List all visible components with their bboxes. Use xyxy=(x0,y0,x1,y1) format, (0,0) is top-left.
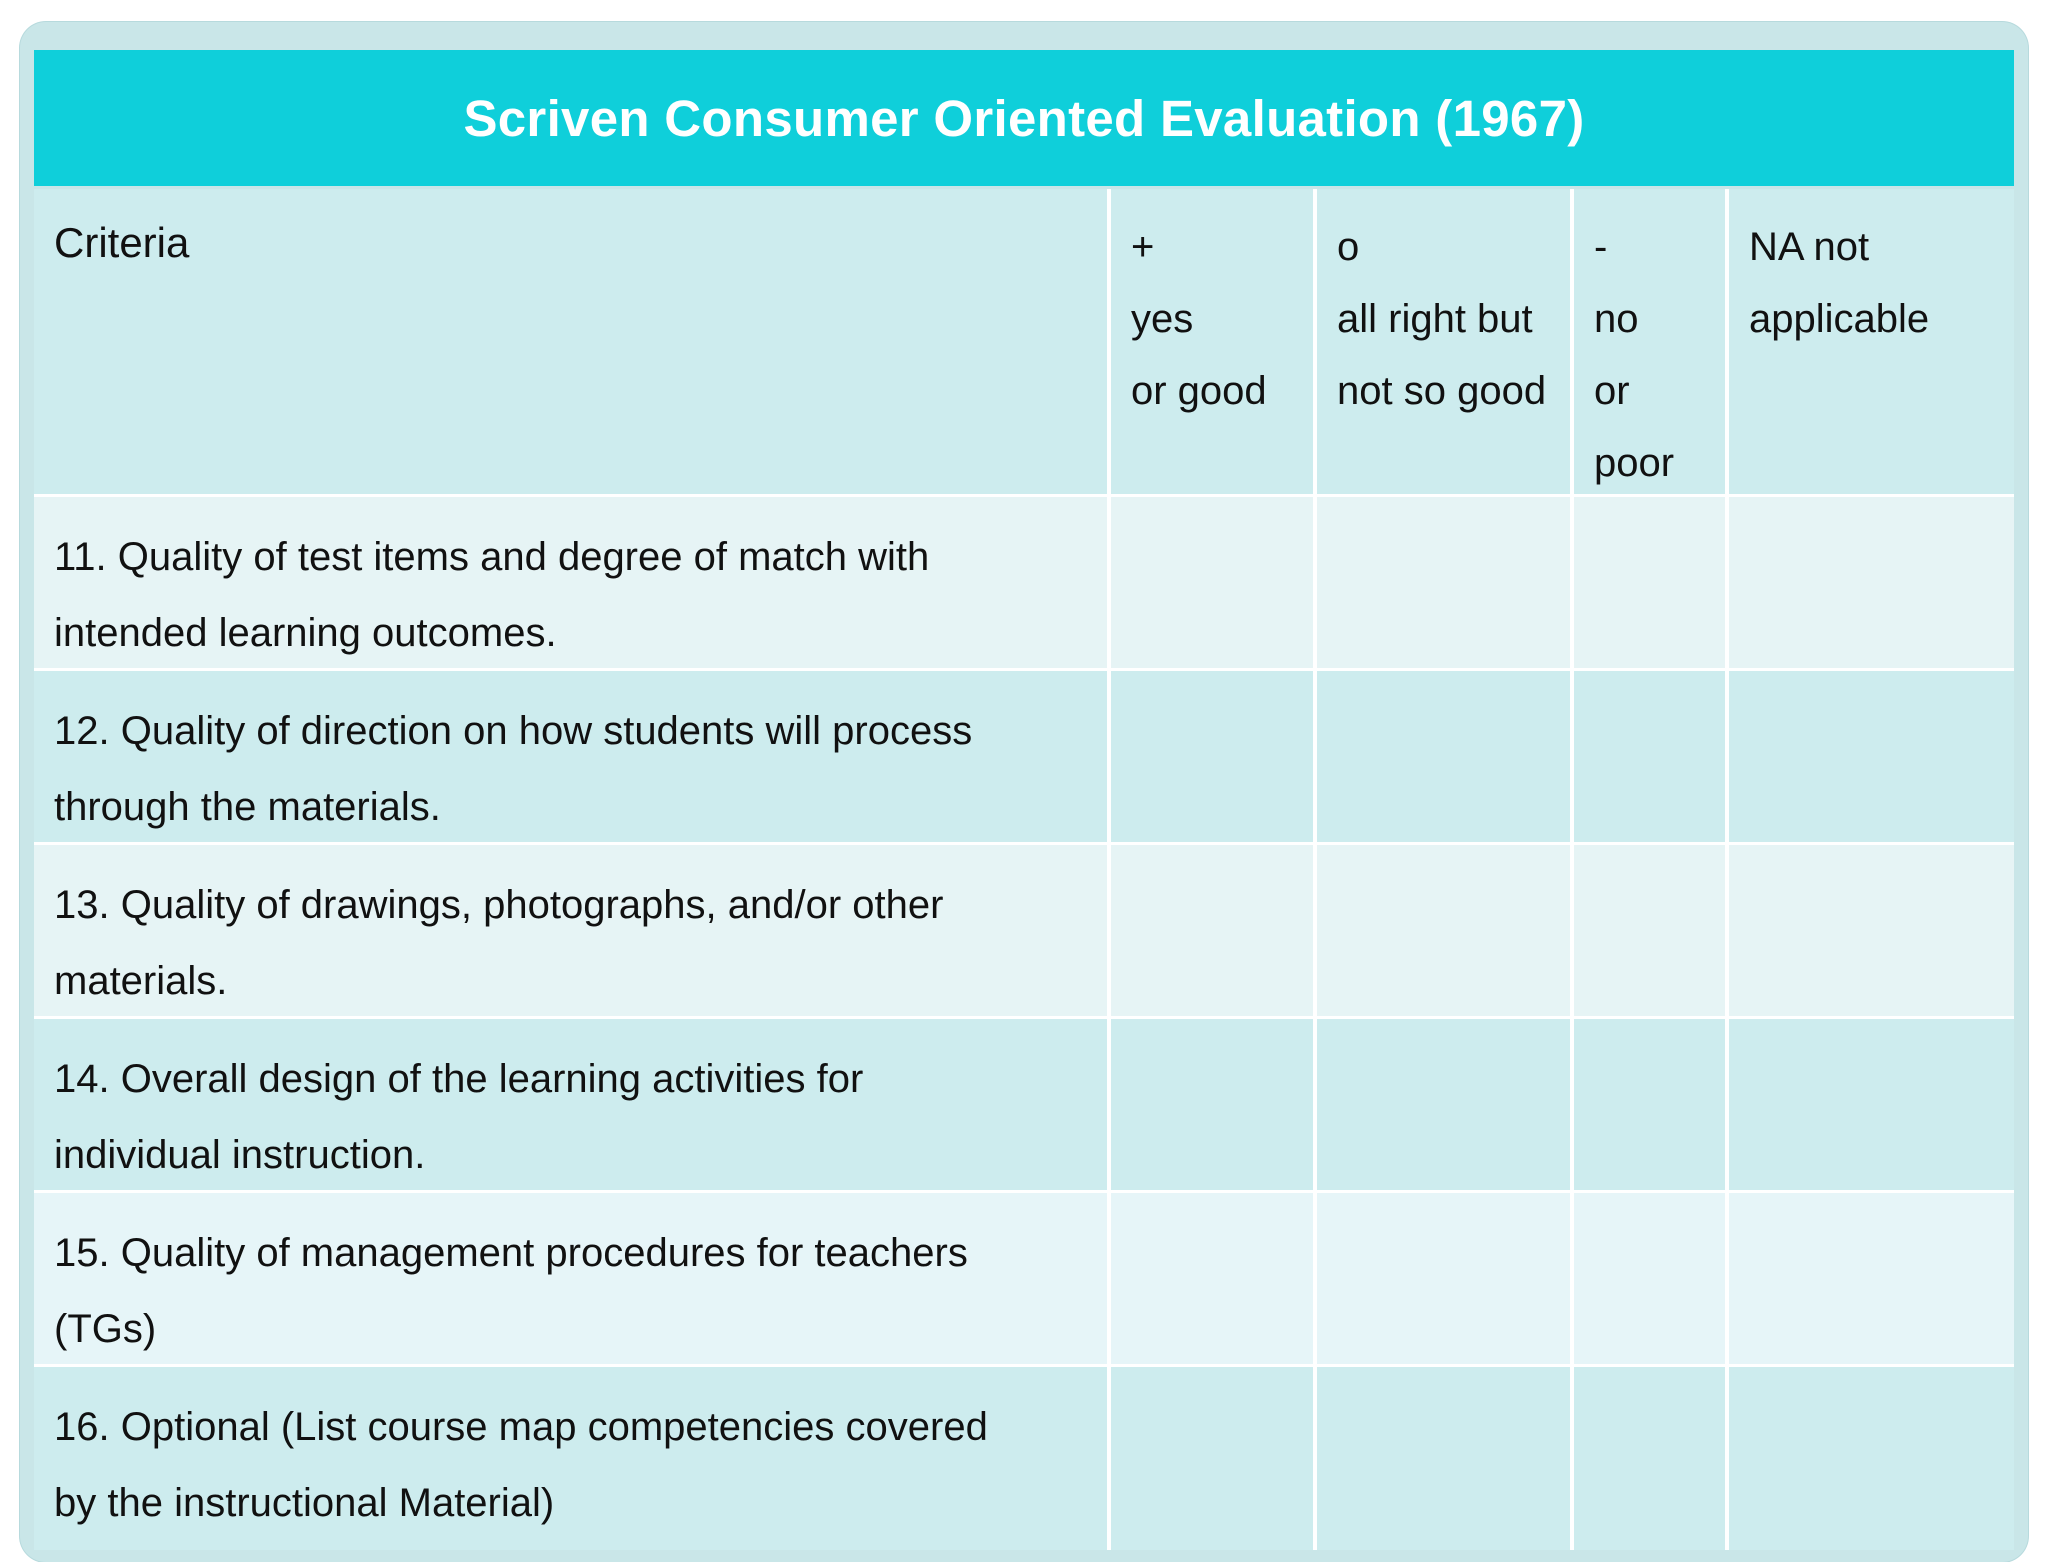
header-good-line: or good xyxy=(1131,369,1267,413)
header-na-line: applicable xyxy=(1749,297,1930,341)
rating-cell-ok[interactable] xyxy=(1317,1193,1570,1364)
rating-cell-poor[interactable] xyxy=(1574,1367,1725,1550)
header-na-symbol: NA not xyxy=(1749,225,1870,269)
rating-cell-na[interactable] xyxy=(1729,845,2014,1016)
criteria-cell xyxy=(34,1019,1107,1190)
header-poor xyxy=(1574,189,1725,494)
criteria-cell xyxy=(34,845,1107,1016)
criteria-line: 15. Quality of management procedures for teachers xyxy=(54,1231,968,1275)
rating-cell-good[interactable] xyxy=(1111,1367,1313,1550)
rating-cell-good[interactable] xyxy=(1111,671,1313,842)
rating-cell-poor[interactable] xyxy=(1574,845,1725,1016)
header-poor-line: poor xyxy=(1594,441,1675,485)
rating-cell-poor[interactable] xyxy=(1574,1019,1725,1190)
criteria-line: 16. Optional (List course map competencies covered xyxy=(54,1405,988,1449)
rating-cell-good[interactable] xyxy=(1111,1193,1313,1364)
header-poor-symbol: - xyxy=(1594,225,1608,269)
criteria-cell xyxy=(34,497,1107,668)
rating-cell-ok[interactable] xyxy=(1317,671,1570,842)
criteria-line: individual instruction. xyxy=(54,1133,426,1177)
rating-cell-good[interactable] xyxy=(1111,1019,1313,1190)
rating-cell-poor[interactable] xyxy=(1574,1193,1725,1364)
rating-cell-ok[interactable] xyxy=(1317,1019,1570,1190)
header-good xyxy=(1111,189,1313,494)
rating-cell-na[interactable] xyxy=(1729,1367,2014,1550)
criteria-line: 11. Quality of test items and degree of match with xyxy=(54,535,930,579)
header-poor-line: or xyxy=(1594,369,1630,413)
header-criteria: Criteria xyxy=(34,189,1107,494)
criteria-line: intended learning outcomes. xyxy=(54,611,557,655)
header-ok-line: not so good xyxy=(1337,369,1547,413)
rating-cell-good[interactable] xyxy=(1111,845,1313,1016)
rating-cell-na[interactable] xyxy=(1729,1193,2014,1364)
rating-cell-ok[interactable] xyxy=(1317,845,1570,1016)
rating-cell-na[interactable] xyxy=(1729,1019,2014,1190)
header-good-line: yes xyxy=(1131,297,1194,341)
header-ok xyxy=(1317,189,1570,494)
table-grid xyxy=(34,189,2014,1550)
criteria-cell xyxy=(34,1193,1107,1364)
rating-cell-na[interactable] xyxy=(1729,497,2014,668)
criteria-line: 12. Quality of direction on how students will process xyxy=(54,709,973,753)
criteria-line: 14. Overall design of the learning activities for xyxy=(54,1057,864,1101)
evaluation-table xyxy=(34,50,2014,1550)
criteria-cell xyxy=(34,1367,1107,1550)
rating-cell-poor[interactable] xyxy=(1574,671,1725,842)
rating-cell-ok[interactable] xyxy=(1317,497,1570,668)
table-title: Scriven Consumer Oriented Evaluation (1967) xyxy=(34,50,2014,186)
header-good-symbol: + xyxy=(1131,225,1155,269)
rating-cell-poor[interactable] xyxy=(1574,497,1725,668)
header-na xyxy=(1729,189,2014,494)
header-ok-symbol: o xyxy=(1337,225,1360,269)
criteria-cell xyxy=(34,671,1107,842)
criteria-line: through the materials. xyxy=(54,785,441,829)
rating-cell-ok[interactable] xyxy=(1317,1367,1570,1550)
header-ok-line: all right but xyxy=(1337,297,1533,341)
header-poor-line: no xyxy=(1594,297,1639,341)
criteria-line: (TGs) xyxy=(54,1307,157,1351)
criteria-line: by the instructional Material) xyxy=(54,1481,555,1525)
rating-cell-na[interactable] xyxy=(1729,671,2014,842)
rating-cell-good[interactable] xyxy=(1111,497,1313,668)
criteria-line: 13. Quality of drawings, photographs, and/or other xyxy=(54,883,944,927)
criteria-line: materials. xyxy=(54,959,228,1003)
